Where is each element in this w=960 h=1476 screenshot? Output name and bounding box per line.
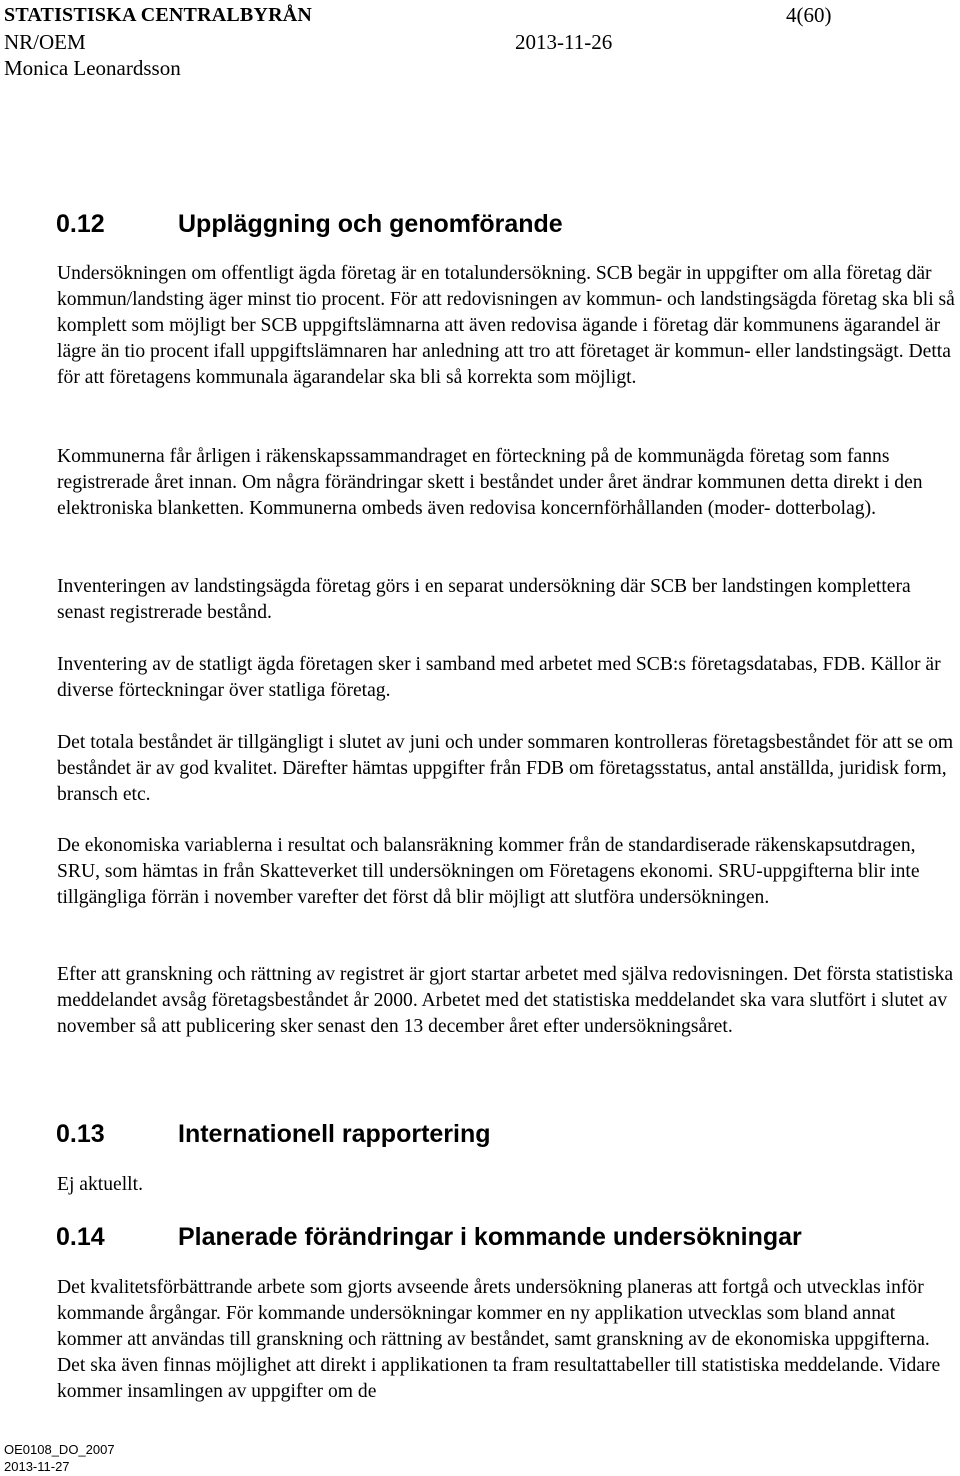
header-author: Monica Leonardsson <box>4 56 181 80</box>
section-heading-0-13 <box>56 1119 491 1149</box>
paragraph: Kommunerna får årligen i räkenskapssammandraget en förteckning på de kommunägda företag som fanns registrerade året innan. Om några förändringar skett i beståndet under året ändrar kommunen detta direkt i den elektroniska blanketten. Kommunerna ombeds även redovisa koncernförhållanden (moder- dotterbolag). <box>57 446 923 519</box>
paragraph: De ekonomiska variablerna i resultat och balansräkning kommer från de standardiserade räkenskapsutdragen, SRU, som hämtas in från Skatteverket till undersökningen om Företagens ekonomi. SRU-uppgifterna blir inte tillgängliga förrän i november varefter det först då blir möjligt att slutföra undersökningen. <box>57 835 920 908</box>
paragraph: Undersökningen om offentligt ägda företag är en totalundersökning. SCB begär in uppgifter om alla företag där kommun/landsting äger minst tio procent. För att redovisningen av kommun- och landstingsägda företag ska bli så komplett som möjligt ber SCB uppgiftslämnarna att även redovisa ägande i företag där kommunens ägarandel är lägre än tio procent ifall uppgiftslämnaren har anledning att tro att företaget är kommun- eller landstingsägt. Detta för att företagens kommunala ägarandelar ska bli så korrekta som möjligt. <box>57 263 955 388</box>
section-heading-0-12 <box>56 209 563 239</box>
section-number: 0.12 <box>56 210 105 238</box>
paragraph: Inventeringen av landstingsägda företag görs i en separat undersökning där SCB ber landstingen komplettera senast registrerade bestånd. <box>57 576 911 623</box>
section-title: Internationell rapportering <box>178 1120 491 1148</box>
section-title: Uppläggning och genomförande <box>178 210 563 238</box>
section-number: 0.14 <box>56 1223 105 1251</box>
paragraph: Ej aktuellt. <box>57 1174 143 1195</box>
footer-date: 2013-11-27 <box>4 1459 70 1474</box>
paragraph: Inventering av de statligt ägda företagen sker i samband med arbetet med SCB:s företagsdatabas, FDB. Källor är diverse förteckningar över statliga företag. <box>57 654 941 701</box>
paragraph: Det kvalitetsförbättrande arbete som gjorts avseende årets undersökning planeras att fortgå och utvecklas inför kommande årgångar. För kommande undersökningar kommer en ny applikation utvecklas som bland annat kommer att användas till granskning och rättning av beståndet, samt granskning av de ekonomiska uppgifterna. Det ska även finnas möjlighet att direkt i applikationen ta fram resultattabeller till statistiska meddelande. Vidare kommer insamlingen av uppgifter om de <box>57 1277 941 1402</box>
section-title: Planerade förändringar i kommande undersökningar <box>178 1223 802 1251</box>
section-heading-0-14 <box>56 1222 802 1252</box>
paragraph: Det totala beståndet är tillgängligt i slutet av juni och under sommaren kontrolleras företagsbeståndet för att se om beståndet är av god kvalitet. Därefter hämtas uppgifter från FDB om företagsstatus, antal anställda, juridisk form, bransch etc. <box>57 732 954 805</box>
header-reference: NR/OEM <box>4 30 86 54</box>
header-organization: STATISTISKA CENTRALBYRÅN <box>4 4 313 26</box>
paragraph: Efter att granskning och rättning av registret är gjort startar arbetet med själva redovisningen. Det första statistiska meddelandet avsåg företagsbeståndet år 2000. Arbetet med det statistiska meddelandet ska vara slutfört i slutet av november så att publicering sker senast den 13 december året efter undersökningsåret. <box>57 964 954 1037</box>
footer-document-code: OE0108_DO_2007 <box>4 1442 115 1457</box>
header-page-number: 4(60) <box>786 3 832 27</box>
section-number: 0.13 <box>56 1120 105 1148</box>
header-date: 2013-11-26 <box>515 30 613 54</box>
